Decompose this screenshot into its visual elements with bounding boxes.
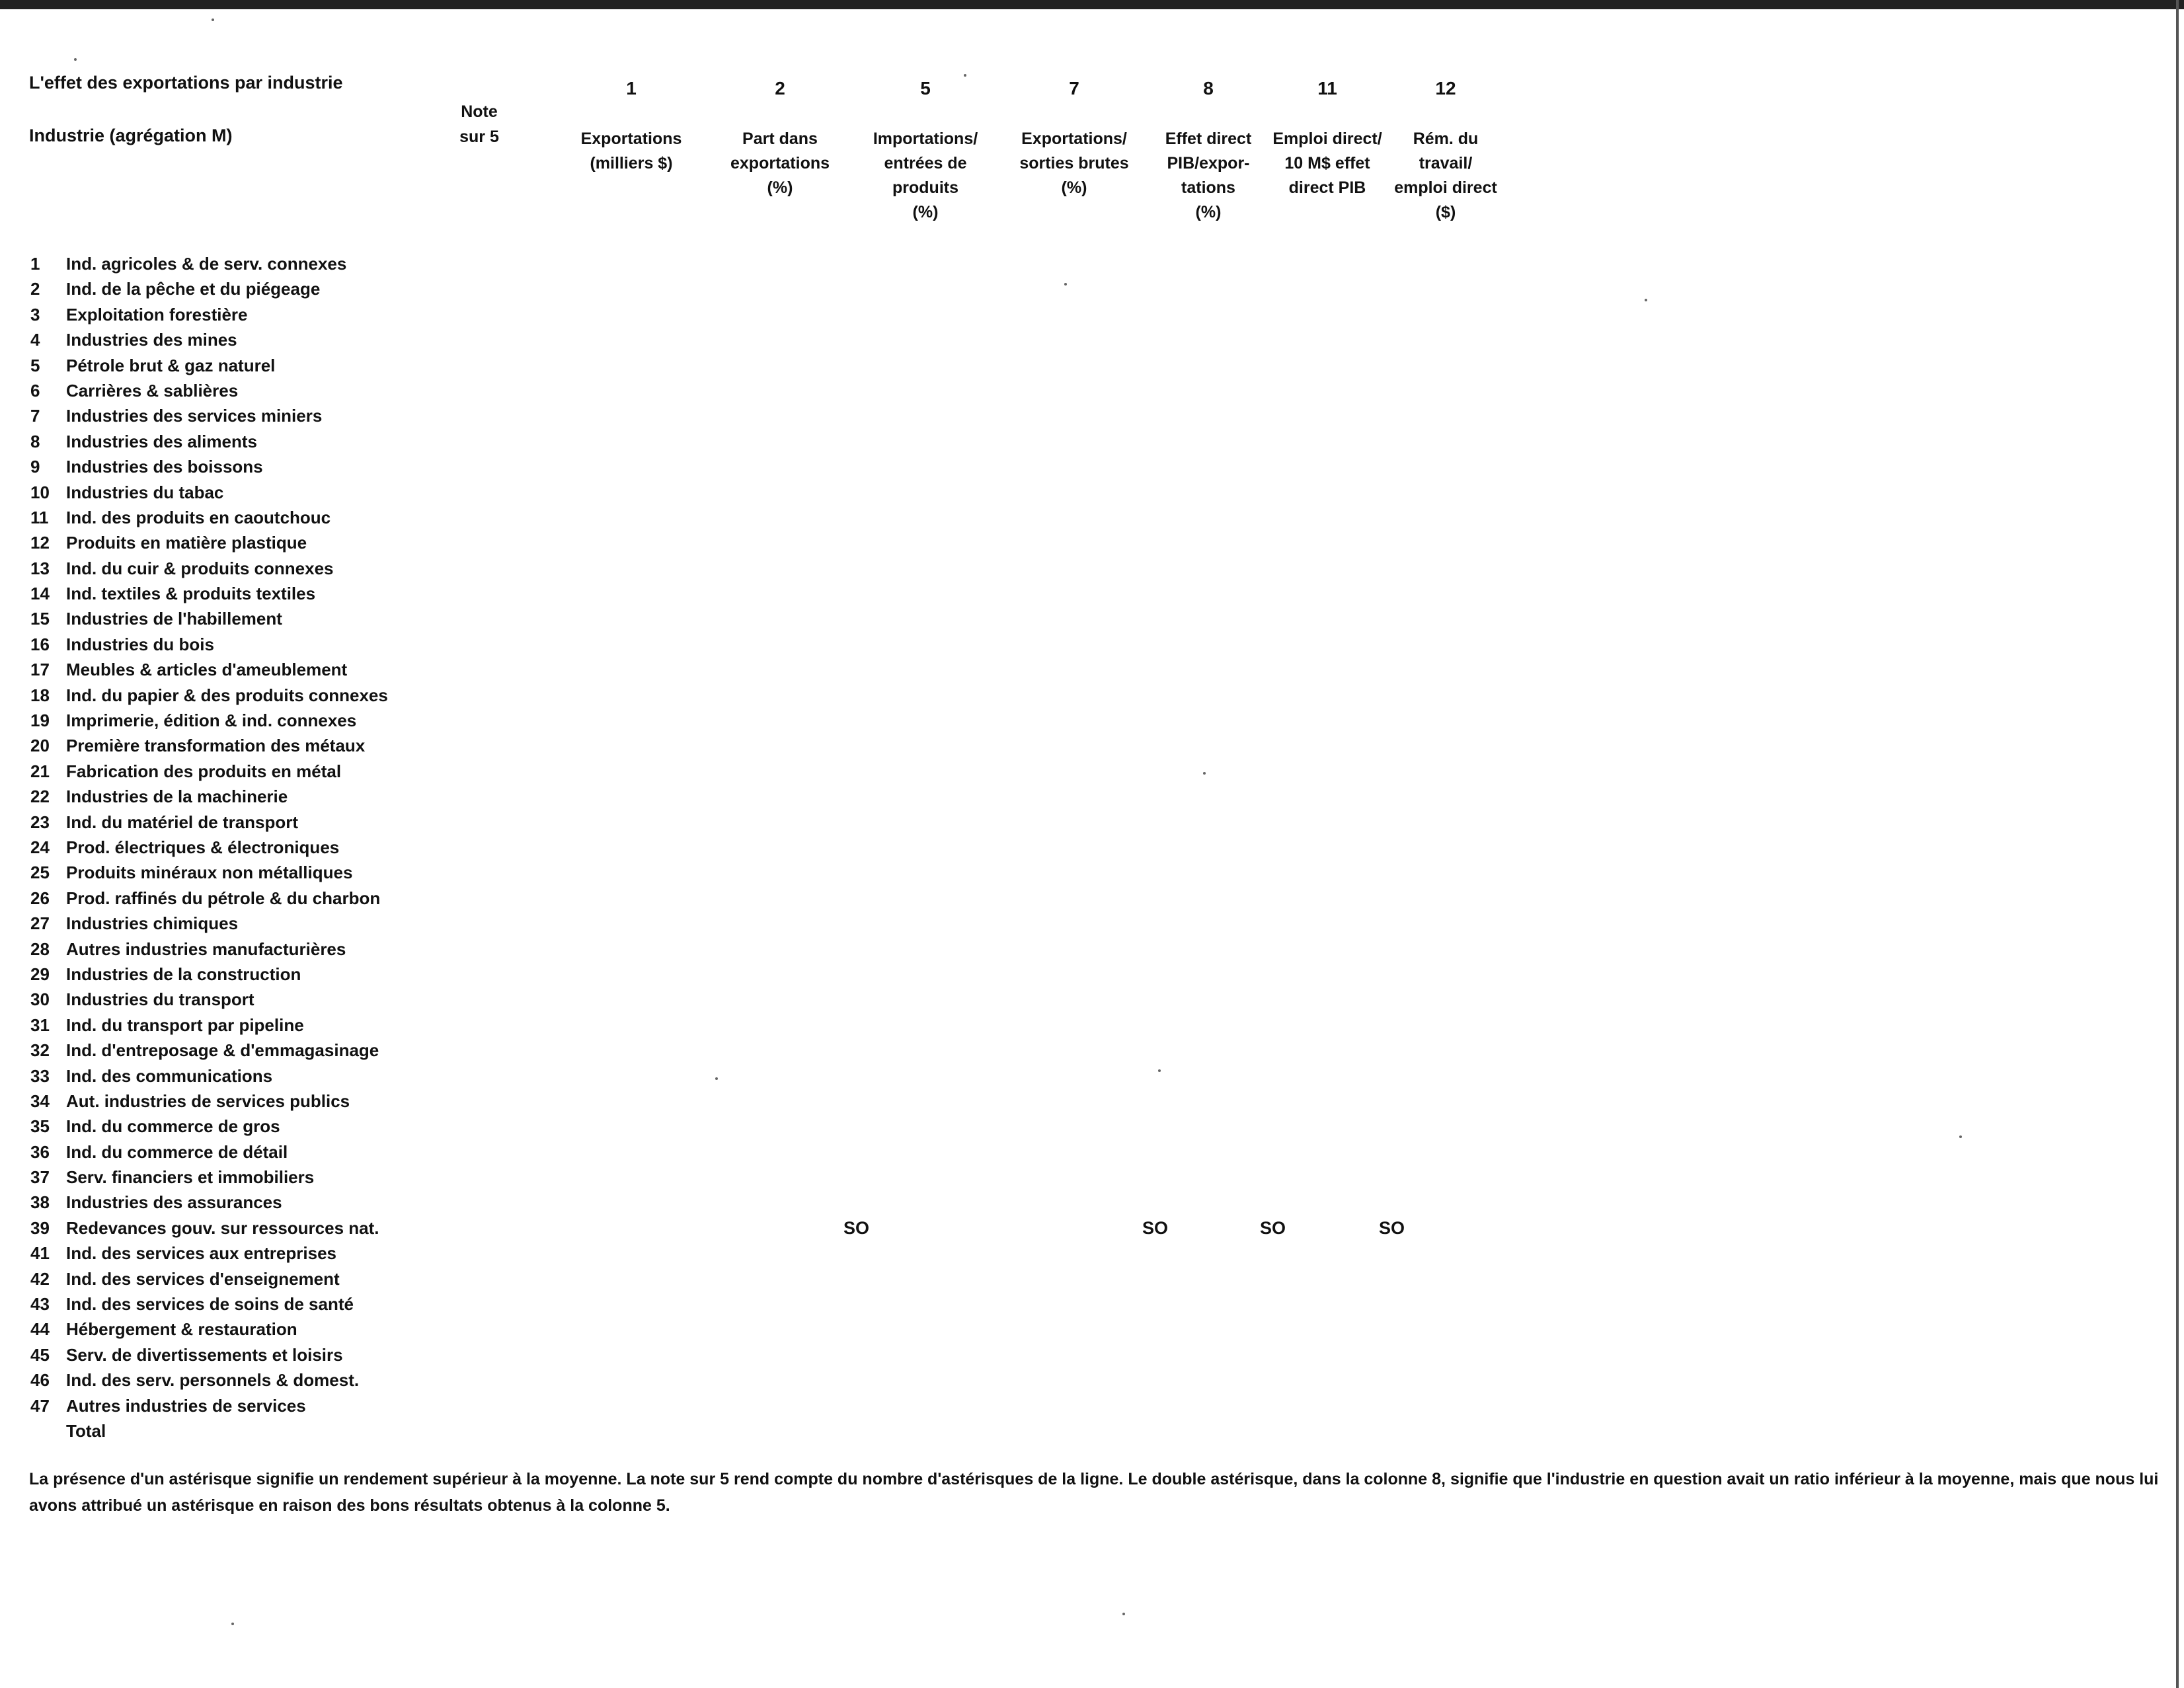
row-number: 30 [30,989,50,1010]
row-number: 45 [30,1344,50,1365]
table-row [30,962,388,987]
table-row [30,302,388,327]
row-label: Ind. d'entreposage & d'emmagasinage [66,1040,379,1061]
industry-rows [30,251,1405,1443]
row-label: Ind. du matériel de transport [66,812,299,832]
row-label: Industries chimiques [66,913,239,934]
row-label: Industries des services miniers [66,406,323,426]
so-cell-importations: SO [843,1217,870,1238]
row-label: Industries de la machinerie [66,786,288,807]
row-label: Ind. du papier & des produits connexes [66,685,388,705]
table-row [30,1114,388,1139]
table-row [30,327,388,352]
row-label: Autres industries de services [66,1395,306,1416]
row-label: Industries des aliments [66,431,257,451]
table-row [30,556,388,581]
row-label: Total [66,1420,106,1441]
right-border [2176,0,2179,1688]
top-border [0,0,2184,9]
row-number: 6 [30,380,40,401]
row-number: 4 [30,330,40,350]
scan-speck [964,74,966,77]
scan-speck [231,1623,234,1625]
scan-speck [1959,1135,1962,1138]
scan-speck [1645,299,1647,301]
row-number: 2 [30,279,40,299]
column-header-effet-direct: Effet direct PIB/expor- tations (%) [1165,130,1252,221]
row-number: 22 [30,786,50,807]
row-label: Exploitation forestière [66,304,248,325]
row-label: Carrières & sablières [66,380,239,401]
row-label: Fabrication des produits en métal [66,761,342,781]
column-number-8: 8 [1203,78,1214,98]
row-number: 21 [30,761,50,781]
row-number: 38 [30,1192,50,1213]
so-cell-remuneration: SO [1379,1217,1405,1238]
table-row [30,911,388,936]
table-row [30,530,388,555]
row-number: 26 [30,888,50,908]
column-header-emploi-direct: Emploi direct/ 10 M$ effet direct PIB [1272,130,1382,197]
row-number: 15 [30,609,50,629]
table-row [30,733,388,758]
so-cell-effet-direct: SO [1142,1217,1169,1238]
row-number: 11 [30,507,49,527]
row-label: Hébergement & restauration [66,1319,297,1340]
table-row [30,1190,388,1215]
table-row [30,1063,388,1089]
row-number: 27 [30,913,50,934]
table-row [30,987,388,1012]
row-label: Ind. agricoles & de serv. connexes [66,254,347,274]
row-number: 35 [30,1116,50,1137]
row-number: 8 [30,431,40,451]
row-number: 32 [30,1040,50,1061]
row-number: 33 [30,1065,50,1086]
column-number-2: 2 [775,78,785,98]
row-label: Ind. du commerce de détail [66,1141,288,1162]
table-row [30,657,388,682]
scan-speck [715,1077,718,1080]
row-number: 43 [30,1294,50,1315]
table-row [30,378,388,403]
table-row [30,784,388,809]
scan-speck [1064,283,1067,286]
row-label: Industries des mines [66,330,237,350]
row-number: 37 [30,1167,50,1188]
table-row [30,1013,388,1038]
row-number: 41 [30,1243,50,1264]
table-row [30,454,388,479]
row-label: Ind. textiles & produits textiles [66,584,316,604]
table-row [30,1089,388,1114]
table-row [30,1342,388,1367]
so-cell-emploi-direct: SO [1260,1217,1286,1238]
row-number: 9 [30,457,40,477]
row-label: Industries du tabac [66,482,224,502]
table-row [30,429,388,454]
table-row [30,1291,388,1317]
table-row [30,251,388,276]
row-label: Industries des boissons [66,457,263,477]
column-header-exportations: Exportations (milliers $) [580,130,682,173]
row-label: Ind. des services d'enseignement [66,1268,340,1289]
row-number: 23 [30,812,50,832]
row-label: Industries du bois [66,634,214,654]
row-label: Serv. financiers et immobiliers [66,1167,315,1188]
row-number: 12 [30,533,50,553]
row-number: 7 [30,406,40,426]
table-row [30,606,388,631]
column-header-part: Part dans exportations (%) [730,130,830,197]
table-row [30,810,388,835]
row-label: Pétrole brut & gaz naturel [66,355,276,375]
row-number: 47 [30,1395,50,1416]
row-label: Prod. raffinés du pétrole & du charbon [66,888,381,908]
table-row [30,1215,1405,1241]
row-label: Ind. du transport par pipeline [66,1015,304,1035]
row-number: 44 [30,1319,50,1340]
row-number: 39 [30,1217,50,1238]
table-row [30,759,388,784]
table-row [30,886,388,911]
table-row [30,1241,388,1266]
row-number: 24 [30,837,50,857]
row-number: 16 [30,634,50,654]
table-row [30,276,388,301]
table-row-total [30,1418,388,1443]
table-row [30,683,388,708]
table-subtitle: Industrie (agrégation M) [29,126,233,145]
row-number: 29 [30,964,50,984]
row-label: Industries des assurances [66,1192,282,1213]
table-row [30,581,388,606]
table-row [30,505,388,530]
row-number: 5 [30,355,40,375]
row-label: Produits minéraux non métalliques [66,863,353,883]
row-number: 17 [30,660,50,680]
table-row [30,1139,388,1165]
table-row [30,937,388,962]
table-row [30,860,388,885]
row-number: 46 [30,1370,50,1391]
row-label: Ind. des produits en caoutchouc [66,507,331,527]
table-row [30,1317,388,1342]
row-label: Première transformation des métaux [66,736,366,756]
row-number: 42 [30,1268,50,1289]
row-label: Ind. des services de soins de santé [66,1294,354,1315]
row-number: 1 [30,254,40,274]
row-label: Industries de l'habillement [66,609,282,629]
row-label: Ind. de la pêche et du piégeage [66,279,321,299]
table-title: L'effet des exportations par industrie [29,73,343,93]
row-label: Aut. industries de services publics [66,1091,350,1111]
row-number: 13 [30,558,50,578]
row-number: 10 [30,482,50,502]
row-label: Autres industries manufacturières [66,939,346,959]
table-row [30,1165,388,1190]
row-number: 14 [30,584,50,604]
column-number-11: 11 [1317,78,1337,98]
row-number: 19 [30,710,50,731]
column-header-importations: Importations/ entrées de produits (%) [873,130,978,221]
scan-speck [1158,1069,1161,1072]
row-label: Ind. des communications [66,1065,273,1086]
row-number: 20 [30,736,50,756]
footnote: La présence d'un astérisque signifie un rendement supérieur à la moyenne. La note sur 5 rend compte du nombre d'astérisques de la ligne. Le double astérisque, dans la colonne 8, signifie que l'industrie en question avait un ratio inférieur à la moyenne, mais que nous lui avons attribué un astérisque en raison des bons résultats obtenus à la colonne 5. [29,1470,2159,1515]
row-label: Meubles & articles d'ameublement [66,660,348,680]
row-number: 3 [30,304,40,325]
row-label: Industries de la construction [66,964,301,984]
table-row [30,353,388,378]
table-row [30,708,388,733]
table-row [30,480,388,505]
scan-speck [212,19,214,21]
table-row [30,1266,388,1291]
row-label: Industries du transport [66,989,254,1010]
row-label: Redevances gouv. sur ressources nat. [66,1217,379,1238]
row-number: 31 [30,1015,50,1035]
table-row [30,403,388,428]
table-row [30,632,388,657]
table-row [30,1367,388,1393]
column-number-1: 1 [626,78,637,98]
row-label: Ind. du cuir & produits connexes [66,558,334,578]
column-number-12: 12 [1435,78,1456,98]
row-number: 36 [30,1141,50,1162]
scan-speck [74,58,77,61]
column-header-sorties: Exportations/ sorties brutes (%) [1019,130,1129,197]
row-number: 28 [30,939,50,959]
column-number-5: 5 [920,78,931,98]
row-label: Imprimerie, édition & ind. connexes [66,710,357,731]
table-row [30,835,388,860]
table-row [30,1393,388,1418]
row-number: 34 [30,1091,50,1111]
column-header-remuneration: Rém. du travail/ emploi direct ($) [1394,130,1497,221]
note-column-header: Note sur 5 [459,102,499,146]
row-label: Ind. du commerce de gros [66,1116,280,1137]
scan-speck [1203,772,1206,775]
scan-speck [1122,1613,1125,1615]
table-row [30,1038,388,1063]
row-label: Ind. des serv. personnels & domest. [66,1370,360,1391]
column-number-7: 7 [1069,78,1079,98]
row-label: Produits en matière plastique [66,533,307,553]
row-label: Ind. des services aux entreprises [66,1243,336,1264]
row-label: Serv. de divertissements et loisirs [66,1344,343,1365]
row-number: 18 [30,685,50,705]
row-number: 25 [30,863,50,883]
row-label: Prod. électriques & électroniques [66,837,340,857]
